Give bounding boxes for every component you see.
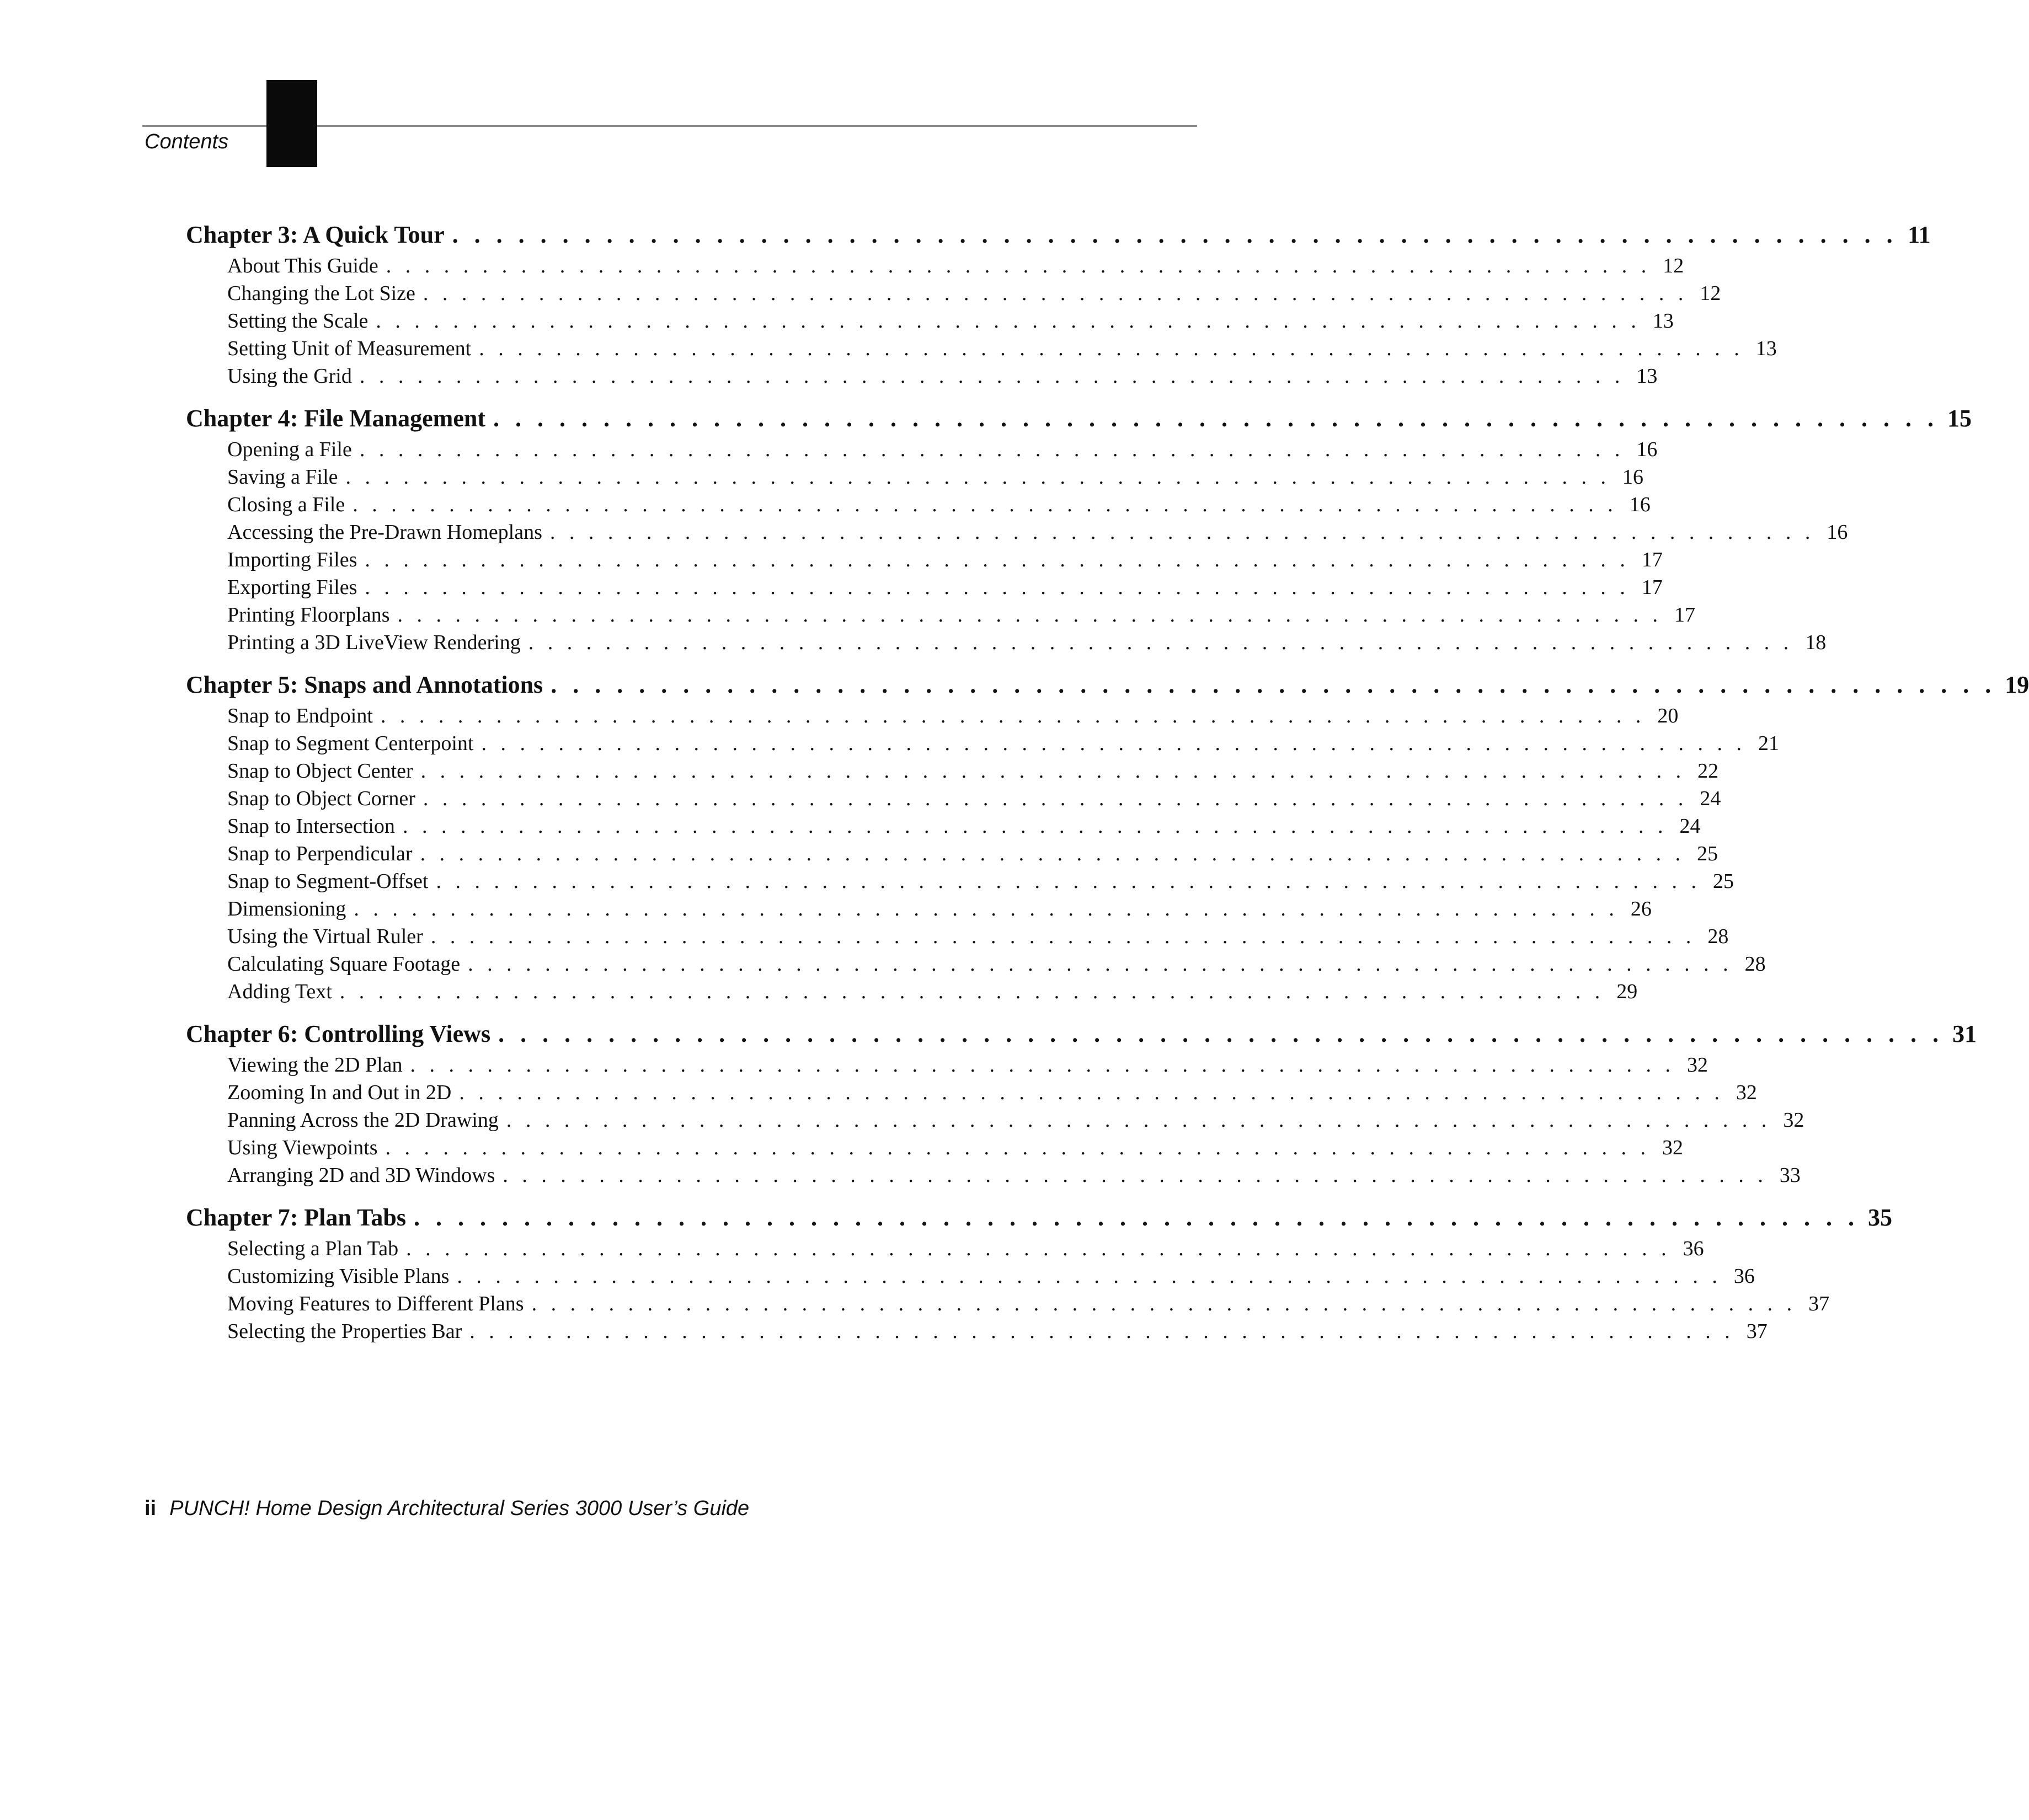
toc-entry[interactable] [227, 1051, 1708, 1079]
toc-chapter-heading[interactable] [186, 1201, 1892, 1235]
dot-leader: . . . . . . . . . . . . . . . . . . . . . . . . . . . . . . . . . . . . . . . . . . . . . . . . . . . . . . . . . . . . . . . . . . [353, 493, 1617, 516]
dot-leader: . . . . . . . . . . . . . . . . . . . . . . . . . . . . . . . . . . . . . . . . . . . . . . . . . . . . . . . . . . . . . . . . . . [406, 1237, 1671, 1260]
toc-entry-page-number: 21 [1758, 732, 1779, 755]
toc-entry-title: Snap to Segment-Offset [227, 870, 429, 893]
toc-entry-title: Moving Features to Different Plans [227, 1292, 524, 1315]
toc-entry-page-number: 18 [1805, 631, 1827, 654]
toc-chapter-block [186, 1201, 1892, 1345]
dot-leader: . . . . . . . . . . . . . . . . . . . . . . . . . . . . . . . . . . . . . . . . . . . . . . . . . . . . . . . . . . . . . . . . . . [402, 815, 1668, 838]
dot-leader: . . . . . . . . . . . . . . . . . . . . . . . . . . . . . . . . . . . . . . . . . . . . . . . . . . . . . . . . . . . . . . . . . . [420, 759, 1686, 783]
toc-entry-page-number: 12 [1700, 282, 1721, 305]
toc-entry-title: Importing Files [227, 548, 357, 571]
dot-leader: . . . . . . . . . . . . . . . . . . . . . . . . . . . . . . . . . . . . . . . . . . . . . . . . . . . . . . . . . . . . . . . . . . [481, 732, 1746, 755]
toc-entry-page-number: 36 [1733, 1265, 1755, 1288]
toc-entry-page-number: 24 [1700, 787, 1721, 810]
dot-leader: . . . . . . . . . . . . . . . . . . . . . . . . . . . . . . . . . . . . . . . . . . . . . . . . . . . . . . . . . . . . . . . . . . [345, 465, 1611, 489]
toc-entry-page-number: 32 [1662, 1136, 1684, 1159]
toc-entry[interactable] [227, 463, 1644, 491]
footer-book-title: PUNCH! Home Design Architectural Series 3000 User’s Guide [169, 1497, 750, 1520]
toc-entry-page-number: 13 [1652, 309, 1674, 333]
running-header: Contents [145, 130, 229, 153]
dot-leader: . . . . . . . . . . . . . . . . . . . . . . . . . . . . . . . . . . . . . . . . . . . . . . . . . . . . . . . . . . . . . . . . . . [359, 438, 1625, 461]
toc-chapter-block [186, 402, 1972, 656]
toc-entry-title: Arranging 2D and 3D Windows [227, 1164, 495, 1187]
toc-entry[interactable] [227, 1106, 1804, 1134]
toc-entry-title: Setting the Scale [227, 309, 369, 333]
toc-entry[interactable] [227, 280, 1721, 307]
toc-entry-title: Using the Grid [227, 365, 352, 388]
toc-chapter-heading-page-number: 35 [1867, 1204, 1892, 1231]
toc-entry-title: Snap to Endpoint [227, 704, 373, 727]
dot-leader: . . . . . . . . . . . . . . . . . . . . . . . . . . . . . . . . . . . . . . . . . . . . . . . . . . . . . . . . . . . . . . . . . . [420, 842, 1685, 865]
dot-leader: . . . . . . . . . . . . . . . . . . . . . . . . . . . . . . . . . . . . . . . . . . . . . . . . . . . . . . . . . . . . . . . . . . [423, 787, 1688, 810]
toc-entry-title: Customizing Visible Plans [227, 1265, 450, 1288]
toc-entry[interactable] [227, 574, 1663, 601]
toc-entry-title: Snap to Object Center [227, 759, 413, 783]
dot-leader: . . . . . . . . . . . . . . . . . . . . . . . . . . . . . . . . . . . . . . . . . . . . . . . . . . . . . . . . . . . . . . . . . . [479, 337, 1744, 360]
toc-entry-page-number: 36 [1683, 1237, 1704, 1260]
toc-chapter-block [186, 218, 1931, 390]
toc-entry-title: Selecting a Plan Tab [227, 1237, 399, 1260]
toc-chapter-heading-title: Chapter 7: Plan Tabs [186, 1204, 406, 1231]
toc-chapter-heading-page-number: 15 [1947, 405, 1972, 432]
toc-entry[interactable] [227, 1318, 1768, 1345]
toc-entry-page-number: 20 [1657, 704, 1679, 727]
dot-leader: . . . . . . . . . . . . . . . . . . . . . . . . . . . . . . . . . . . . . . . . . . . . . . . . . . . . . . . . . . . . . . . . . . [506, 1109, 1771, 1132]
toc-entry-title: Panning Across the 2D Drawing [227, 1109, 499, 1132]
dot-leader: . . . . . . . . . . . . . . . . . . . . . . . . . . . . . . . . . . . . . . . . . . . . . . . . . . . . . . . . . . . . . . . . . . [385, 1136, 1651, 1159]
toc-entry[interactable] [227, 840, 1718, 868]
toc-entry-title: Zooming In and Out in 2D [227, 1081, 452, 1104]
dot-leader: . . . . . . . . . . . . . . . . . . . . . . . . . . . . . . . . . . . . . . . . . . . . . . . . . . . . . . . . . . . . . . . . . . [459, 1081, 1724, 1104]
toc-entry-title: Saving a File [227, 465, 338, 489]
dot-leader: . . . . . . . . . . . . . . . . . . . . . . . . . . . . . . . . . . . . . . . . . . . . . . . . . . . . . . . . . . . . . . . . . . [365, 576, 1630, 599]
toc-entry-title: Setting Unit of Measurement [227, 337, 472, 360]
toc-entry-title: Adding Text [227, 980, 332, 1003]
dot-leader: . . . . . . . . . . . . . . . . . . . . . . . . . . . . . . . . . . . . . . . . . . . . . . . . . . . . . . . . . . . . . . . . . . [354, 897, 1619, 920]
dot-leader: . . . . . . . . . . . . . . . . . . . . . . . . . . . . . . . . . . . . . . . . . . . . . . . . . . . . . . . . . . . . . . . . . . [528, 631, 1793, 654]
toc-chapter-heading-title: Chapter 6: Controlling Views [186, 1020, 491, 1047]
dot-leader: . . . . . . . . . . . . . . . . . . . . . . . . . . . . . . . . . . . . . . . . . . . . . . . . . . . . . . . . . . . . . . . . . . [531, 1292, 1797, 1315]
toc-entry-page-number: 28 [1707, 925, 1729, 948]
toc-entry[interactable] [227, 335, 1777, 362]
toc-entry-page-number: 13 [1636, 365, 1658, 388]
table-of-contents [186, 218, 2029, 1357]
toc-entry[interactable] [227, 702, 1679, 730]
toc-entry-page-number: 12 [1663, 254, 1684, 277]
footer-page-number: ii [145, 1497, 157, 1520]
toc-entry[interactable] [227, 812, 1701, 840]
toc-entry[interactable] [227, 1235, 1704, 1262]
toc-entry-page-number: 16 [1636, 438, 1658, 461]
dot-leader: . . . . . . . . . . . . . . . . . . . . . . . . . . . . . . . . . . . . . . . . . . . . . . . . . . . . . . . . . . . . . . . . . . [386, 254, 1651, 277]
toc-chapter-heading[interactable] [186, 218, 1931, 252]
toc-entry-title: Using the Virtual Ruler [227, 925, 423, 948]
toc-entry-title: Printing a 3D LiveView Rendering [227, 631, 521, 654]
dot-leader: . . . . . . . . . . . . . . . . . . . . . . . . . . . . . . . . . . . . . . . . . . . . . . . . . . . . . . . . . . . . . . . . . . [498, 1020, 1944, 1047]
toc-entry[interactable] [227, 757, 1719, 785]
toc-entry[interactable] [227, 785, 1721, 812]
toc-chapter-heading-page-number: 11 [1908, 221, 1931, 248]
toc-entry[interactable] [227, 1262, 1755, 1290]
toc-entry[interactable] [227, 730, 1779, 757]
dot-leader: . . . . . . . . . . . . . . . . . . . . . . . . . . . . . . . . . . . . . . . . . . . . . . . . . . . . . . . . . . . . . . . . . . [503, 1164, 1768, 1187]
toc-entry-title: Accessing the Pre-Drawn Homeplans [227, 521, 542, 544]
dot-leader: . . . . . . . . . . . . . . . . . . . . . . . . . . . . . . . . . . . . . . . . . . . . . . . . . . . . . . . . . . . . . . . . . . [452, 221, 1898, 248]
toc-entry[interactable] [227, 252, 1684, 280]
dot-leader: . . . . . . . . . . . . . . . . . . . . . . . . . . . . . . . . . . . . . . . . . . . . . . . . . . . . . . . . . . . . . . . . . . [359, 365, 1625, 388]
toc-entry-title: Snap to Intersection [227, 815, 395, 838]
dot-leader: . . . . . . . . . . . . . . . . . . . . . . . . . . . . . . . . . . . . . . . . . . . . . . . . . . . . . . . . . . . . . . . . . . [365, 548, 1630, 571]
toc-entry[interactable] [227, 518, 1848, 546]
dot-leader: . . . . . . . . . . . . . . . . . . . . . . . . . . . . . . . . . . . . . . . . . . . . . . . . . . . . . . . . . . . . . . . . . . [380, 704, 1646, 727]
toc-entry-page-number: 25 [1712, 870, 1734, 893]
toc-entry-title: Opening a File [227, 438, 352, 461]
toc-chapter-heading-title: Chapter 3: A Quick Tour [186, 221, 445, 248]
toc-entry-title: Snap to Perpendicular [227, 842, 413, 865]
dot-leader: . . . . . . . . . . . . . . . . . . . . . . . . . . . . . . . . . . . . . . . . . . . . . . . . . . . . . . . . . . . . . . . . . . [457, 1265, 1722, 1288]
header-tab-marker [266, 80, 317, 167]
toc-entry-title: Changing the Lot Size [227, 282, 415, 305]
toc-entry-title: Viewing the 2D Plan [227, 1053, 403, 1077]
toc-entry-title: Using Viewpoints [227, 1136, 378, 1159]
toc-entry-page-number: 37 [1746, 1320, 1768, 1343]
toc-entry[interactable] [227, 307, 1674, 335]
toc-entry-title: Printing Floorplans [227, 603, 390, 627]
running-footer [145, 1495, 749, 1522]
dot-leader: . . . . . . . . . . . . . . . . . . . . . . . . . . . . . . . . . . . . . . . . . . . . . . . . . . . . . . . . . . . . . . . . . . [376, 309, 1641, 333]
toc-chapter-heading-page-number: 31 [1952, 1020, 1977, 1047]
toc-entry-title: Snap to Segment Centerpoint [227, 732, 474, 755]
toc-entry[interactable] [227, 546, 1663, 574]
toc-chapter-block [186, 1017, 1977, 1189]
dot-leader: . . . . . . . . . . . . . . . . . . . . . . . . . . . . . . . . . . . . . . . . . . . . . . . . . . . . . . . . . . . . . . . . . . [423, 282, 1688, 305]
toc-entry[interactable] [227, 895, 1652, 923]
toc-entry-page-number: 28 [1744, 952, 1766, 976]
toc-entry-title: Closing a File [227, 493, 345, 516]
toc-entry-page-number: 37 [1808, 1292, 1830, 1315]
toc-entry-title: Selecting the Properties Bar [227, 1320, 462, 1343]
toc-entry[interactable] [227, 629, 1827, 656]
toc-entry-page-number: 16 [1629, 493, 1651, 516]
toc-entry[interactable] [227, 1161, 1801, 1189]
toc-entry-page-number: 32 [1736, 1081, 1757, 1104]
toc-entry-page-number: 17 [1641, 548, 1663, 571]
dot-leader: . . . . . . . . . . . . . . . . . . . . . . . . . . . . . . . . . . . . . . . . . . . . . . . . . . . . . . . . . . . . . . . . . . [469, 1320, 1734, 1343]
dot-leader: . . . . . . . . . . . . . . . . . . . . . . . . . . . . . . . . . . . . . . . . . . . . . . . . . . . . . . . . . . . . . . . . . . [551, 671, 1996, 698]
toc-entry-page-number: 13 [1755, 337, 1777, 360]
dot-leader: . . . . . . . . . . . . . . . . . . . . . . . . . . . . . . . . . . . . . . . . . . . . . . . . . . . . . . . . . . . . . . . . . . [413, 1204, 1859, 1231]
toc-entry[interactable] [227, 436, 1658, 463]
toc-entry[interactable] [227, 1290, 1830, 1318]
toc-entry-title: Calculating Square Footage [227, 952, 461, 976]
toc-entry-page-number: 22 [1697, 759, 1719, 783]
toc-entry[interactable] [227, 1134, 1684, 1161]
toc-entry-page-number: 17 [1674, 603, 1696, 627]
dot-leader: . . . . . . . . . . . . . . . . . . . . . . . . . . . . . . . . . . . . . . . . . . . . . . . . . . . . . . . . . . . . . . . . . . [549, 521, 1815, 544]
toc-entry-title: Exporting Files [227, 576, 357, 599]
toc-chapter-heading[interactable] [186, 1017, 1977, 1051]
toc-entry[interactable] [227, 923, 1729, 950]
toc-entry[interactable] [227, 491, 1651, 518]
toc-chapter-heading[interactable] [186, 668, 2029, 702]
dot-leader: . . . . . . . . . . . . . . . . . . . . . . . . . . . . . . . . . . . . . . . . . . . . . . . . . . . . . . . . . . . . . . . . . . [468, 952, 1733, 976]
toc-entry-title: Dimensioning [227, 897, 346, 920]
toc-entry-page-number: 16 [1827, 521, 1848, 544]
toc-entry-title: About This Guide [227, 254, 378, 277]
toc-chapter-heading-page-number: 19 [2005, 671, 2029, 698]
toc-entry-page-number: 25 [1697, 842, 1718, 865]
dot-leader: . . . . . . . . . . . . . . . . . . . . . . . . . . . . . . . . . . . . . . . . . . . . . . . . . . . . . . . . . . . . . . . . . . [436, 870, 1701, 893]
toc-entry-page-number: 29 [1616, 980, 1638, 1003]
dot-leader: . . . . . . . . . . . . . . . . . . . . . . . . . . . . . . . . . . . . . . . . . . . . . . . . . . . . . . . . . . . . . . . . . . [339, 980, 1605, 1003]
toc-chapter-block [186, 668, 2029, 1005]
toc-entry[interactable] [227, 950, 1766, 978]
toc-entry-page-number: 26 [1630, 897, 1652, 920]
dot-leader: . . . . . . . . . . . . . . . . . . . . . . . . . . . . . . . . . . . . . . . . . . . . . . . . . . . . . . . . . . . . . . . . . . [397, 603, 1663, 627]
toc-entry-page-number: 32 [1687, 1053, 1708, 1077]
toc-entry[interactable] [227, 601, 1696, 629]
toc-chapter-heading-title: Chapter 5: Snaps and Annotations [186, 671, 543, 698]
dot-leader: . . . . . . . . . . . . . . . . . . . . . . . . . . . . . . . . . . . . . . . . . . . . . . . . . . . . . . . . . . . . . . . . . . [493, 405, 1939, 432]
toc-entry-page-number: 33 [1779, 1164, 1801, 1187]
toc-entry-page-number: 24 [1679, 815, 1701, 838]
toc-entry-page-number: 17 [1641, 576, 1663, 599]
toc-chapter-heading[interactable] [186, 402, 1972, 436]
toc-entry-page-number: 32 [1783, 1109, 1804, 1132]
toc-entry-page-number: 16 [1622, 465, 1644, 489]
toc-entry[interactable] [227, 868, 1734, 895]
toc-entry[interactable] [227, 978, 1638, 1005]
toc-entry[interactable] [227, 362, 1658, 390]
dot-leader: . . . . . . . . . . . . . . . . . . . . . . . . . . . . . . . . . . . . . . . . . . . . . . . . . . . . . . . . . . . . . . . . . . [410, 1053, 1675, 1077]
toc-entry-title: Snap to Object Corner [227, 787, 415, 810]
toc-entry[interactable] [227, 1079, 1757, 1106]
toc-chapter-heading-title: Chapter 4: File Management [186, 405, 485, 432]
dot-leader: . . . . . . . . . . . . . . . . . . . . . . . . . . . . . . . . . . . . . . . . . . . . . . . . . . . . . . . . . . . . . . . . . . [430, 925, 1696, 948]
